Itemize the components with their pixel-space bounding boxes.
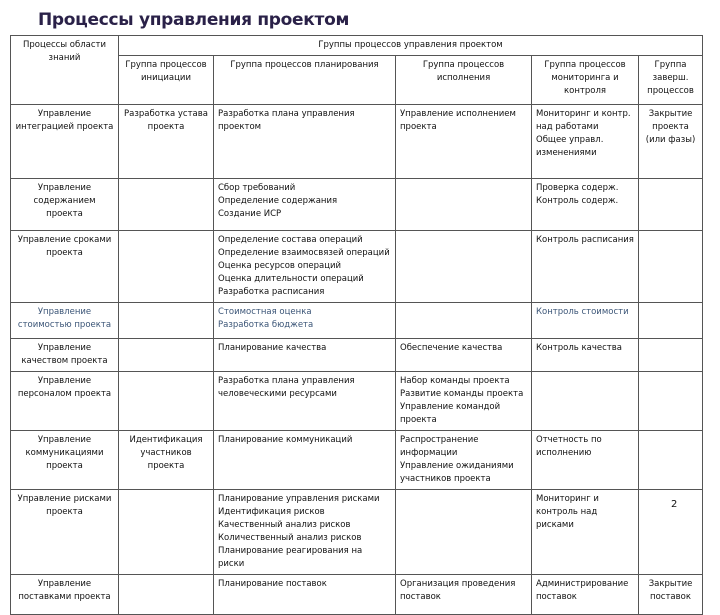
process-item: Разработка расписания [218,287,325,297]
process-item: Администрирование поставок [536,579,629,602]
closing-cell [639,431,703,490]
planning-cell [214,303,396,339]
monitoring-cell [532,179,639,231]
process-item: Определение содержания [218,196,338,206]
process-item: Определение состава операций [218,235,363,245]
closing-cell [639,179,703,231]
process-item: Планирование качества [218,343,327,353]
process-item: Мониторинг и контр. над работами [536,109,631,132]
initiation-cell [119,303,214,339]
knowledge-area-cell: Управление интеграцией проекта [11,105,119,179]
closing-cell [639,303,703,339]
process-item: Сбор требований [218,183,296,193]
planning-cell [214,490,396,575]
closing-cell [639,372,703,431]
process-groups-table [10,35,703,615]
process-groups-header: Группы процессов управления проектом [119,36,703,56]
initiation-cell [119,231,214,303]
process-item: Качественный анализ рисков [218,520,351,530]
planning-cell [214,179,396,231]
closing-cell [639,575,703,615]
process-item: Общее управл. изменениями [536,135,604,158]
process-item: Количественный анализ рисков [218,533,362,543]
process-item: Контроль стоимости [536,307,629,317]
knowledge-area-cell: Управление персоналом проекта [11,372,119,431]
group-header-execution: Группа процессов исполнения [396,56,532,105]
process-item: Обеспечение качества [400,343,503,353]
process-item: Разработка бюджета [218,320,314,330]
execution-cell [396,231,532,303]
group-header-initiation: Группа процессов инициации [119,56,214,105]
closing-cell [639,339,703,372]
execution-cell [396,105,532,179]
table-row [11,179,703,231]
execution-cell [396,431,532,490]
process-item: Отчетность по исполнению [536,435,602,458]
monitoring-cell [532,303,639,339]
process-item: Разработка устава проекта [124,109,208,132]
planning-cell [214,372,396,431]
monitoring-cell [532,339,639,372]
table-row [11,339,703,372]
process-item: Оценка ресурсов операций [218,261,342,271]
process-item: Управление командой проекта [400,402,501,425]
execution-cell [396,372,532,431]
process-item: Закрытие поставок [648,579,693,602]
knowledge-area-cell: Управление рисками проекта [11,490,119,575]
closing-cell [639,231,703,303]
group-header-planning: Группа процессов планирования [214,56,396,105]
initiation-cell [119,179,214,231]
process-item: Планирование управления рисками [218,494,380,504]
initiation-cell [119,575,214,615]
process-item: Контроль содерж. [536,196,619,206]
execution-cell [396,339,532,372]
planning-cell [214,575,396,615]
process-item: Идентификация рисков [218,507,325,517]
knowledge-area-cell: Управление содержанием проекта [11,179,119,231]
process-item: Планирование реагирования на риски [218,546,363,569]
execution-cell [396,303,532,339]
knowledge-area-cell: Управление поставками проекта [11,575,119,615]
process-item: Распространение информации [400,435,479,458]
process-item: Проверка содерж. [536,183,619,193]
process-item: Планирование коммуникаций [218,435,353,445]
page-title: Процессы управления проектом [38,10,350,30]
monitoring-cell [532,490,639,575]
execution-cell [396,179,532,231]
planning-cell [214,231,396,303]
process-item: Создание ИСР [218,209,282,219]
process-item: Набор команды проекта [400,376,510,386]
group-header-closing: Группа заверш. процессов [639,56,703,105]
table-row [11,372,703,431]
initiation-cell [119,372,214,431]
process-item: Управление ожиданиями участников проекта [400,461,514,484]
knowledge-area-cell: Управление коммуникациями проекта [11,431,119,490]
process-item: Организация проведения поставок [400,579,516,602]
execution-cell [396,490,532,575]
monitoring-cell [532,105,639,179]
process-item: Мониторинг и контроль над рисками [536,494,599,530]
planning-cell [214,431,396,490]
monitoring-cell [532,431,639,490]
process-item: Контроль качества [536,343,622,353]
knowledge-area-cell: Управление сроками проекта [11,231,119,303]
group-header-monitoring: Группа процессов мониторинга и контроля [532,56,639,105]
table-row [11,231,703,303]
knowledge-areas-header: Процессы области знаний [11,36,119,105]
process-item: Разработка плана управления проектом [218,109,355,132]
initiation-cell [119,431,214,490]
table-row [11,105,703,179]
monitoring-cell [532,575,639,615]
process-item: Разработка плана управления человеческими ресурсами [218,376,355,399]
process-item: Идентификация участников проекта [129,435,203,471]
closing-cell [639,105,703,179]
monitoring-cell [532,231,639,303]
header-row-top [11,36,703,56]
process-item: Управление исполнением проекта [400,109,516,132]
process-item: Оценка длительности операций [218,274,364,284]
process-item: Развитие команды проекта [400,389,524,399]
table-row [11,303,703,339]
process-item: Стоимостная оценка [218,307,312,317]
table-row [11,490,703,575]
process-item: Закрытие проекта (или фазы) [645,109,696,145]
knowledge-area-cell: Управление стоимостью проекта [11,303,119,339]
page-number: 2 [671,499,678,510]
initiation-cell [119,490,214,575]
execution-cell [396,575,532,615]
table-row [11,575,703,615]
initiation-cell [119,105,214,179]
monitoring-cell [532,372,639,431]
planning-cell [214,105,396,179]
table-row [11,431,703,490]
planning-cell [214,339,396,372]
process-item: Контроль расписания [536,235,634,245]
process-item: Планирование поставок [218,579,327,589]
initiation-cell [119,339,214,372]
process-item: Определение взаимосвязей операций [218,248,390,258]
knowledge-area-cell: Управление качеством проекта [11,339,119,372]
